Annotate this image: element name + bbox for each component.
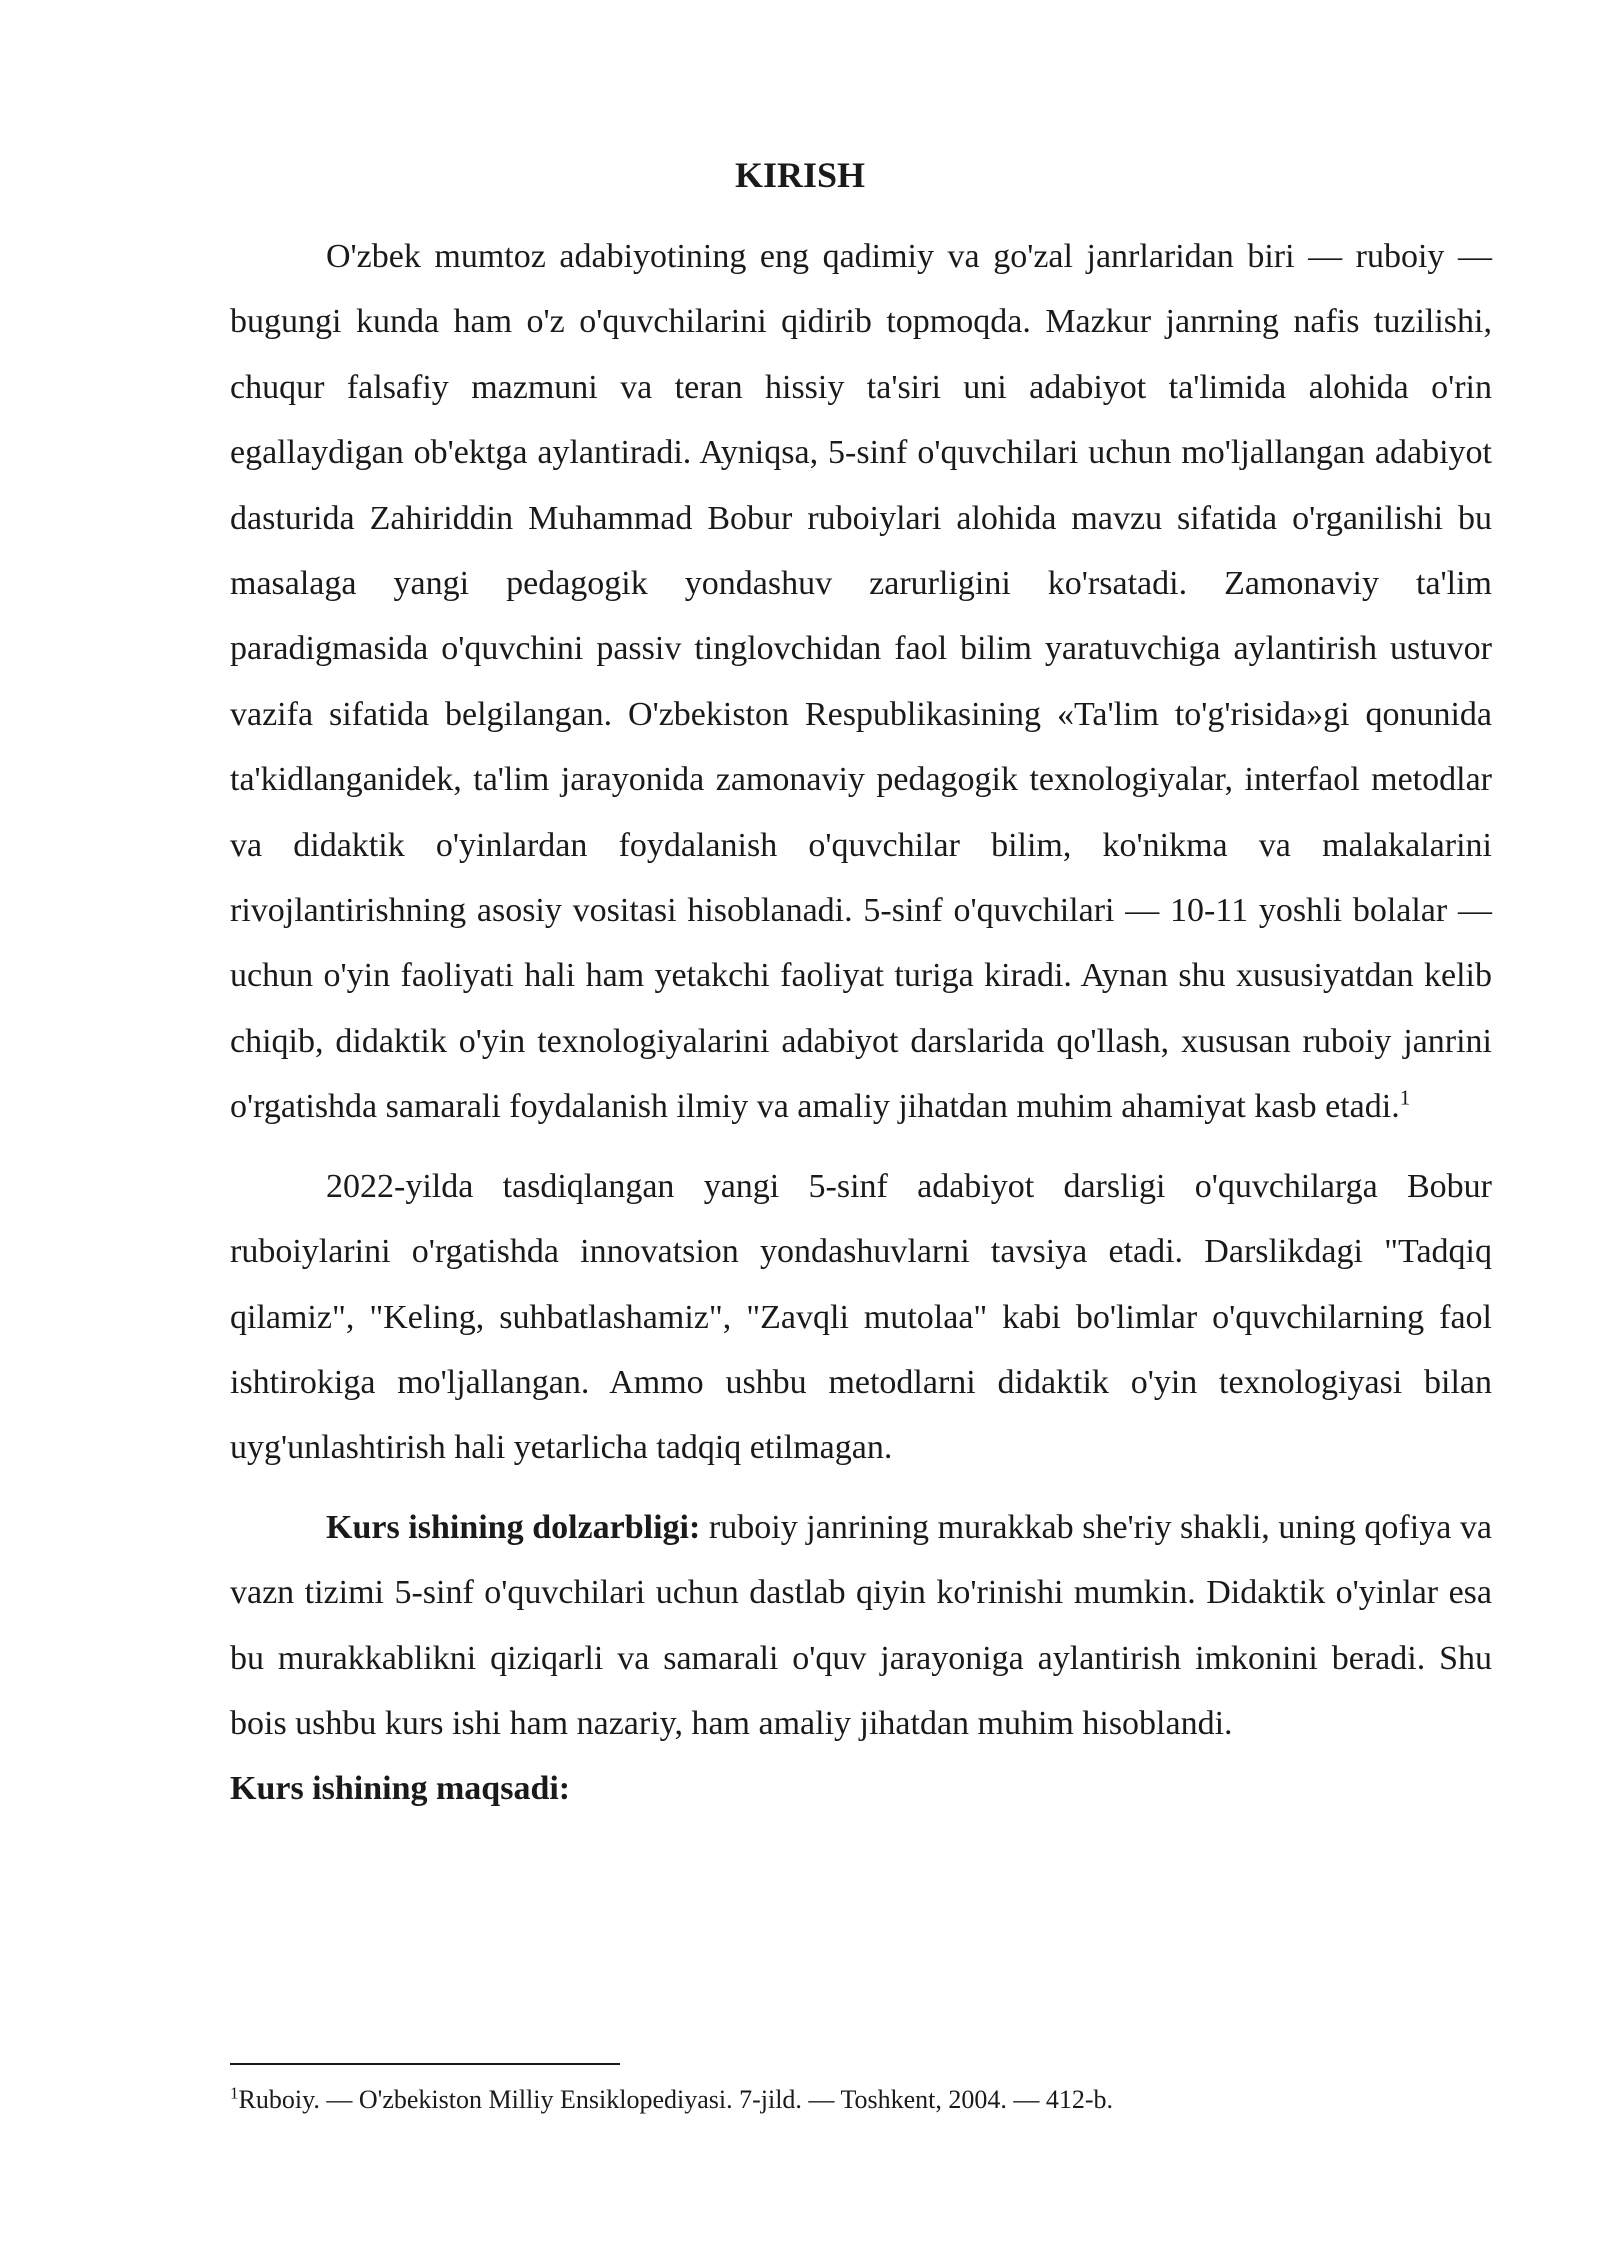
textbook-paragraph: 2022-yilda tasdiqlangan yangi 5-sinf adabiyot darsligi o'quvchilarga Bobur ruboiylarini o'rgatishda innovatsion yondashuvlarni tavsiya etadi. Darslikdagi "Tadqiq qilamiz", "Keling, suhbatlashamiz", "Zavqli mutolaa" kabi bo'limlar o'quvchilarning faol ishtirokiga mo'ljallangan. Ammo ushbu metodlarni didaktik o'yin texnologiyasi bilan uyg'unlashtirish hali yetarlicha tadqiq etilmagan. <box>230 1167 1492 1467</box>
footnote <box>230 2084 1492 2116</box>
relevance-text: ruboiy janrining murakkab she'riy shakli, uning qofiya va vazn tizimi 5-sinf o'quvchilari uchun dastlab qiyin ko'rinishi mumkin. Didaktik o'yinlar esa bu murakkablikni qiziqarli va samarali o'quv jarayoniga aylantirish imkonini beradi. Shu bois ushbu kurs ishi ham nazariy, ham amaliy jihatdan muhim hisoblandi. <box>230 1508 1492 1742</box>
intro-paragraph <box>230 224 1492 1140</box>
footnote-text: Ruboiy. — O'zbekiston Milliy Ensiklopediyasi. 7-jild. — Toshkent, 2004. — 412-b. <box>238 2085 1114 2114</box>
page-title: KIRISH <box>734 155 866 195</box>
intro-paragraph-text: O'zbek mumtoz adabiyotining eng qadimiy va go'zal janrlaridan biri — ruboiy — bugungi kunda ham o'z o'quvchilarini qidirib topmoqda. Mazkur janrning nafis tuzilishi, chuqur falsafiy mazmuni va teran hissiy ta'siri uni adabiyot ta'limida alohida o'rin egallaydigan ob'ektga aylantiradi. Ayniqsa, 5-sinf o'quvchilari uchun mo'ljallangan adabiyot dasturida Zahiriddin Muhammad Bobur ruboiylari alohida mavzu sifatida o'rganilishi bu masalaga yangi pedagogik yondashuv zarurligini ko'rsatadi. Zamonaviy ta'lim paradigmasida o'quvchini passiv tinglovchidan faol bilim yaratuvchiga aylantirish ustuvor vazifa sifatida belgilangan. O'zbekiston Respublikasining «Ta'lim to'g'risida»gi qonunida ta'kidlanganidek, ta'lim jarayonida zamonaviy pedagogik texnologiyalar, interfaol metodlar va didaktik o'yinlardan foydalanish o'quvchilar bilim, ko'nikma va malakalarini rivojlantirishning asosiy vositasi hisoblanadi. 5-sinf o'quvchilari — 10-11 yoshli bolalar — uchun o'yin faoliyati hali ham yetakchi faoliyat turiga kiradi. Aynan shu xususiyatdan kelib chiqib, didaktik o'yin texnologiyalarini adabiyot darslarida qo'llash, xususan ruboiy janrini o'rgatishda samarali foydalanish ilmiy va amaliy jihatdan muhim ahamiyat kasb etadi. <box>230 238 1492 1126</box>
body-text <box>230 224 1492 1822</box>
goal-paragraph <box>230 1756 1492 1821</box>
footnote-reference[interactable]: 1 <box>1399 1085 1411 1110</box>
goal-heading: Kurs ishining maqsadi: <box>230 1770 571 1808</box>
footnote-separator <box>230 2063 620 2065</box>
relevance-paragraph <box>230 1495 1492 1757</box>
relevance-heading: Kurs ishining dolzarbligi: <box>326 1508 701 1546</box>
footnote-mark: 1 <box>230 2083 239 2103</box>
